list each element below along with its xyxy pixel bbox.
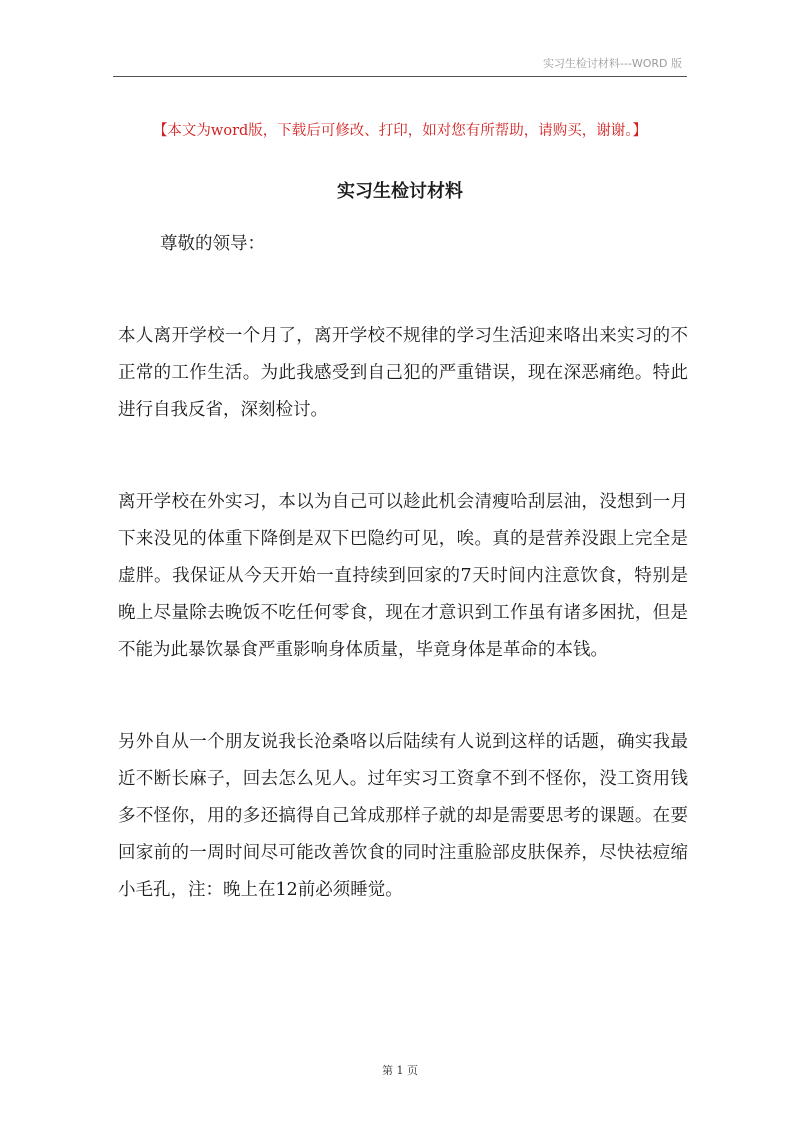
- header-divider: [113, 76, 687, 77]
- paragraph-1: 本人离开学校一个月了，离开学校不规律的学习生活迎来咯出来实习的不正常的工作生活。为此我感受到自己犯的严重错误，现在深恶痛绝。特此进行自我反省，深刻检讨。: [118, 326, 688, 420]
- document-body: [118, 226, 688, 909]
- document-title: 实习生检讨材料: [337, 181, 463, 202]
- page-number: 第 1 页: [382, 1064, 418, 1077]
- running-header: 实习生检讨材料---WORD 版: [542, 57, 682, 70]
- paragraph-2: 离开学校在外实习，本以为自己可以趁此机会清瘦哈刮层油，没想到一月下来没见的体重下降倒是双下巴隐约可见，唉。真的是营养没跟上完全是虚胖。我保证从今天开始一直持续到回家的7天时间内注意饮食，特别是晚上尽量除去晚饭不吃任何零食，现在才意识到工作虽有诸多困扰，但是不能为此暴饮暴食严重影响身体质量，毕竟身体是革命的本钱。: [118, 492, 688, 660]
- purchase-notice: 【本文为word版，下载后可修改、打印，如对您有所帮助，请购买，谢谢。】: [152, 123, 648, 139]
- salutation: 尊敬的领导：: [160, 234, 265, 254]
- paragraph-3: 另外自从一个朋友说我长沧桑咯以后陆续有人说到这样的话题，确实我最近不断长麻子，回去怎么见人。过年实习工资拿不到不怪你，没工资用钱多不怪你，用的多还搞得自己耸成那样子就的却是需要思考的课题。在要回家前的一周时间尽可能改善饮食的同时注重脸部皮肤保养，尽快祛痘缩小毛孔，注：晚上在12前必须睡觉。: [118, 732, 688, 900]
